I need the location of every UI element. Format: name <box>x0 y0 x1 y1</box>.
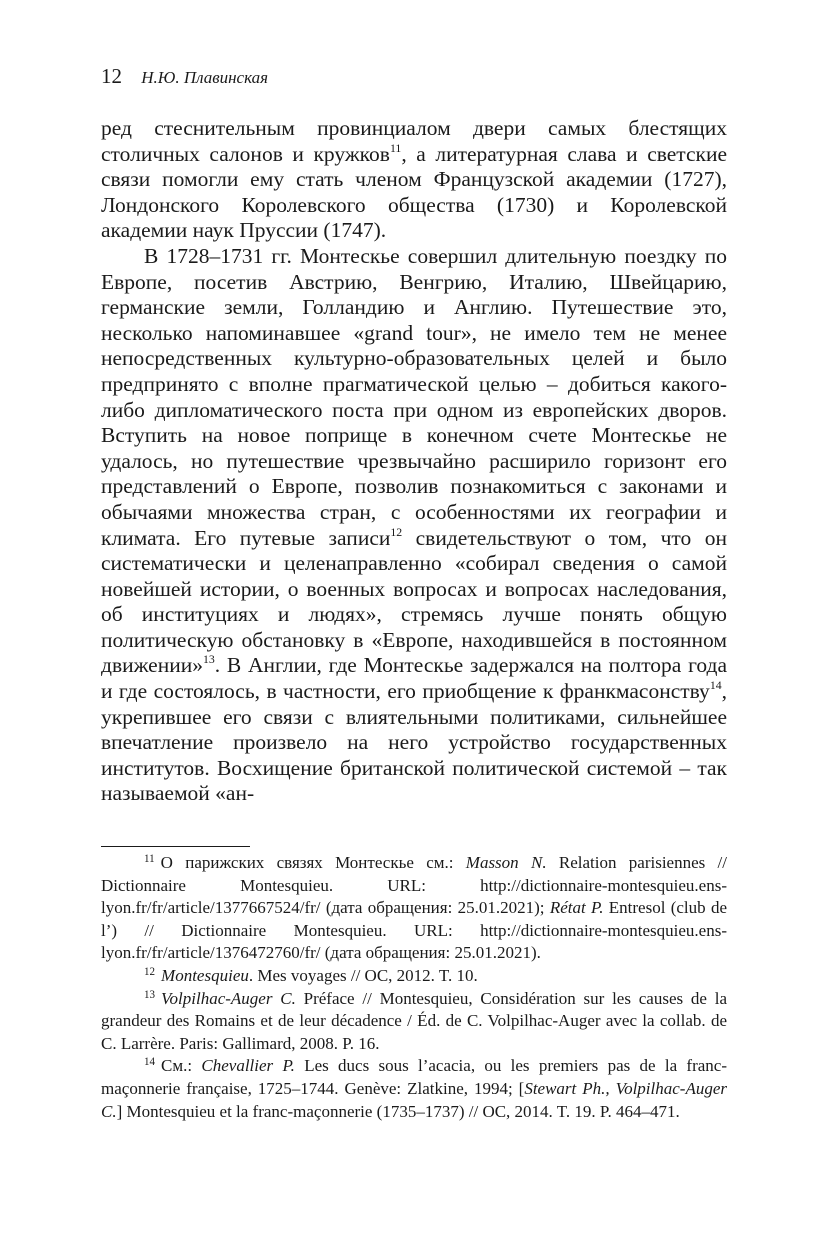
running-head-author: Н.Ю. Плавинская <box>141 68 269 87</box>
author-name: Volpilhac-Auger C. <box>161 988 296 1008</box>
author-name: Rétat P. <box>549 898 604 918</box>
paragraph <box>101 116 727 244</box>
text-run: Relation parisiennes // Dictionnaire Montesquieu. URL: http://dictionnaire-montesquieu.ens-lyon.fr/fr/article/1377667524/fr/ (дата обращения: 25.01.2021); <box>101 853 727 918</box>
footnote-ref: 13 <box>202 652 215 667</box>
text-run: ] Montesquieu et la franc-maçonnerie (1735–1737) // OC, 2014. T. 19. P. 464–471. <box>116 1101 680 1121</box>
running-header <box>101 64 268 89</box>
footnote-separator <box>101 846 250 847</box>
footnote-number: 14 <box>144 1056 156 1069</box>
text-run: , а литературная слава и светские связи помогли ему стать членом Французской академии (1727), Лондонского Королевского общества (1730) и Королевской академии наук Пруссии (1747). <box>101 141 727 243</box>
page-number: 12 <box>101 64 122 88</box>
text-run: . Mes voyages // OC, 2012. T. 10. <box>248 965 478 985</box>
footnote-14 <box>101 1055 727 1123</box>
footnote-11 <box>101 852 727 965</box>
author-name: Chevallier P. <box>201 1056 295 1076</box>
text-run: В 1728–1731 гг. Монтескье совершил длительную поездку по Европе, посетив Австрию, Венгрию, Италию, Швейцарию, германские земли, Голландию и Англию. Путешествие это, несколько напоминавшее «grand tour», не имело тем не менее непосредственных культурно-образовательных целей и было предпринято с вполне прагматической целью – добиться какого-либо дипломатического поста при одном из европейских дворов. Вступить на новое поприще в конечном счете Монтескье не удалось, но путешествие чрезвычайно расширило горизонт его представлений о Европе, позволив познакомиться с законами и обычаями множества стран, с особенностями их географии и климата. Его путевые записи <box>101 243 727 550</box>
text-run: ред стеснительным провинциалом двери самых блестящих столичных салонов и кружков <box>101 116 727 166</box>
main-text <box>101 116 727 807</box>
footnote-ref: 12 <box>390 524 403 539</box>
text-run: Entresol (club de l’) // Dictionnaire Montesquieu. URL: http://dictionnaire-montesquieu.ens-lyon.fr/fr/article/1376472760/fr/ (дата обращения: 25.01.2021). <box>101 898 728 963</box>
author-name: Montesquieu <box>161 965 249 985</box>
footnote-ref: 11 <box>389 140 402 155</box>
footnotes <box>101 852 727 1123</box>
text-run: См.: <box>161 1056 202 1076</box>
text-run: О парижских связях Монтескье см.: <box>160 853 466 872</box>
footnote-number: 11 <box>144 852 155 865</box>
text-run: . В Англии, где Монтескье задержался на полтора года и где состоялось, в частности, его приобщение к франкмасонству <box>101 653 727 704</box>
text-run: свидетельствуют о том, что он систематически и целенаправленно «собирал сведения о самой новейшей истории, о военных вопросах и вопросах наследования, об институциях и людях», стремясь лучше понять общую политическую обстановку в «Европе, находившейся в постоянном движении» <box>101 525 727 678</box>
text-run: , укрепившее его связи с влиятельными политиками, сильнейшее впечатление произвело на него устройство государственных институтов. Восхищение британской политической системой – так называемой «ан- <box>101 679 727 806</box>
author-name: Stewart Ph., Volpilhac-Auger C. <box>101 1078 727 1121</box>
footnote-ref: 14 <box>709 678 722 693</box>
footnote-13 <box>101 988 727 1056</box>
footnote-12 <box>101 965 727 988</box>
author-name: Masson N. <box>465 853 547 872</box>
footnote-number: 13 <box>144 988 156 1001</box>
text-run: Préface // Montesquieu, Considération sur les causes de la grandeur des Romains et de leur décadence / Éd. de C. Volpilhac-Auger avec la collab. de C. Larrère. Paris: Gallimard, 2008. P. 16. <box>101 988 727 1053</box>
text-run: Les ducs sous l’acacia, ou les premiers pas de la franc-maçonnerie française, 1725–1744. Genève: Zlatkine, 1994; [ <box>101 1056 727 1098</box>
footnote-number: 12 <box>144 965 156 978</box>
paragraph <box>101 244 727 807</box>
